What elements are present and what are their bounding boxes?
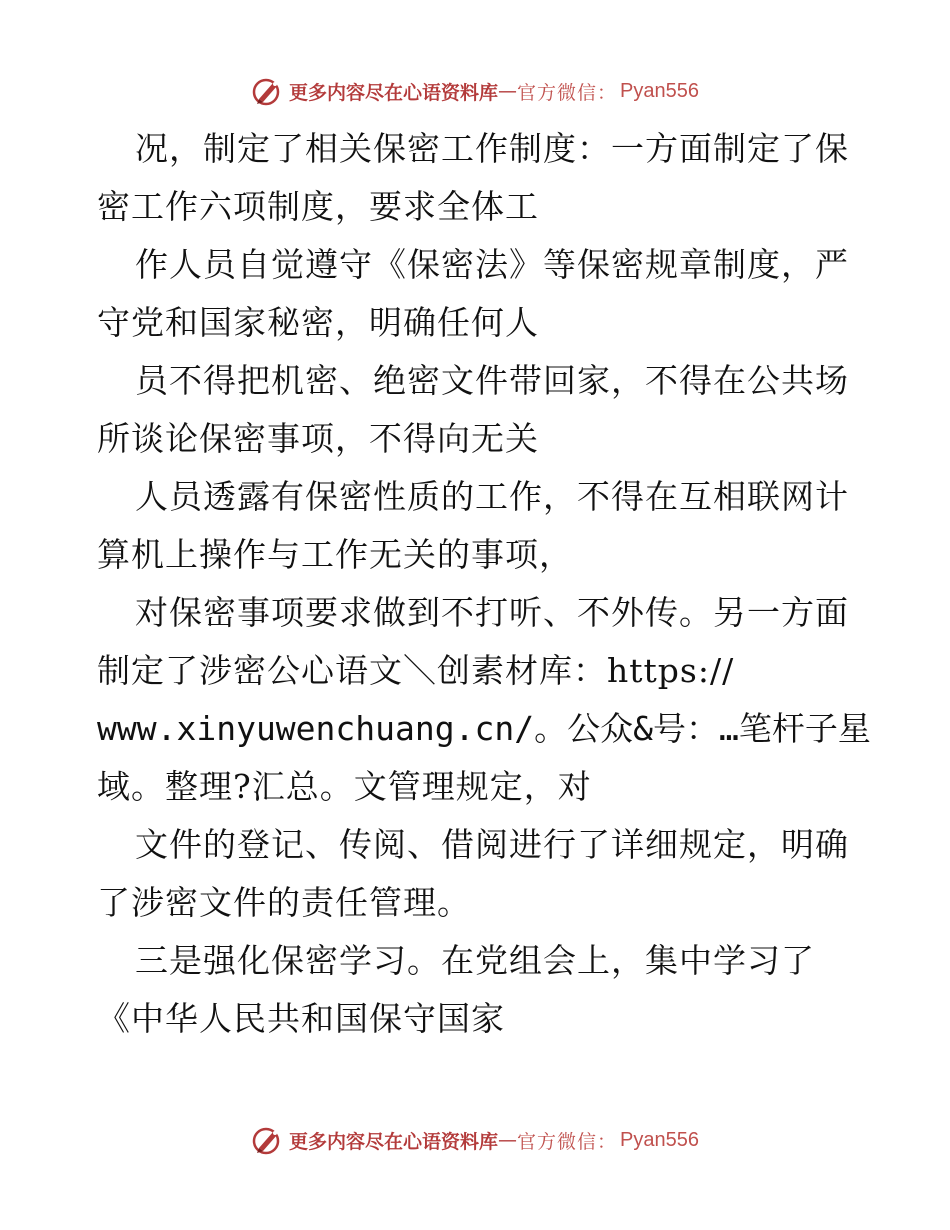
body-line: 况，制定了相关保密工作制度：一方面制定了保 [135,129,849,168]
banner-title: 更多内容尽在心语资料库 [288,1130,498,1153]
banner-wechat-label: 官方微信 [517,81,598,104]
document-body [97,120,871,1048]
body-line: 《中华人民共和国保守国家 [97,999,505,1038]
body-line: 了涉密文件的责任管理。 [97,883,471,922]
body-line: 所谈论保密事项，不得向无关 [97,419,539,458]
body-line: 人员透露有保密性质的工作，不得在互相联网计 [135,477,849,516]
body-line: 三是强化保密学习。在党组会上，集中学习了 [135,941,815,980]
body-line: 文件的登记、传阅、借阅进行了详细规定，明确 [135,825,849,864]
header-banner [0,71,950,111]
body-line: 守党和国家秘密，明确任何人 [97,303,539,342]
body-line: 作人员自觉遵守《保密法》等保密规章制度，严 [135,245,849,284]
body-line: 算机上操作与工作无关的事项， [97,535,573,574]
banner-dash: — [498,1129,517,1151]
body-line: 对保密事项要求做到不打听、不外传。另一方面 [135,593,849,632]
body-line: www.xinyuwenchuang.cn/。公众&号：…笔杆子星 [97,709,871,748]
pen-logo-icon [251,1124,283,1156]
banner-wechat-id: Pyan556 [620,79,699,102]
pen-logo-icon [251,75,283,107]
banner-dash: — [498,80,517,102]
banner-wechat-id: Pyan556 [620,1128,699,1151]
footer-banner [0,1120,950,1160]
body-line: 员不得把机密、绝密文件带回家，不得在公共场 [135,361,849,400]
banner-title: 更多内容尽在心语资料库 [288,81,498,104]
banner-separator: ： [597,81,617,104]
body-line: 制定了涉密公心语文＼创素材库：https:// [97,651,735,690]
body-line: 密工作六项制度，要求全体工 [97,187,539,226]
banner-wechat-label: 官方微信 [517,1130,598,1153]
banner-separator: ： [597,1130,617,1153]
body-line: 域。整理?汇总。文管理规定，对 [97,767,592,806]
